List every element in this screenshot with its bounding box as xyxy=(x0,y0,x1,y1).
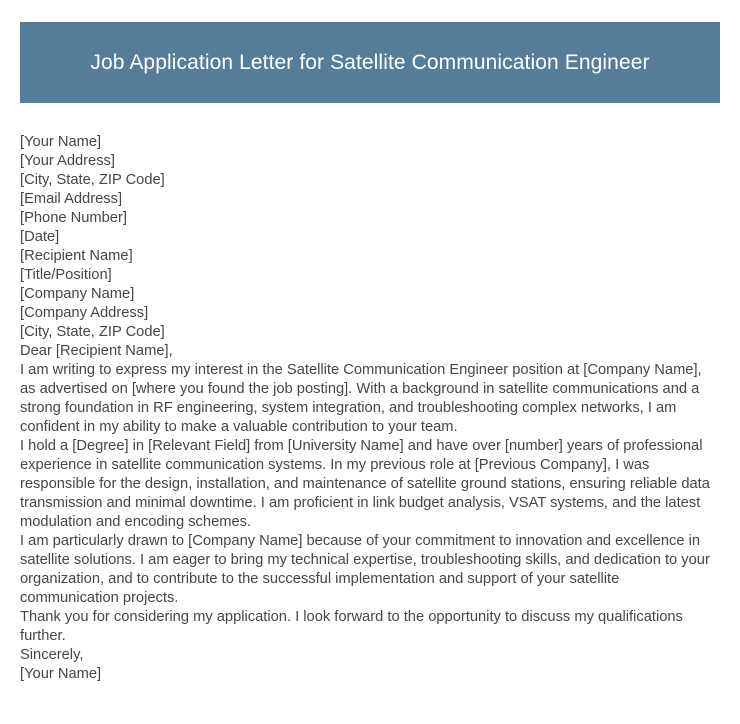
body-paragraph-2: I hold a [Degree] in [Relevant Field] from [University Name] and have over [number] years of professional experience in satellite communication systems. In my previous role at [Previous Company], I was responsible for the design, installation, and maintenance of satellite ground stations, ensuring reliable data transmission and minimal downtime. I am proficient in link budget analysis, VSAT systems, and the latest modulation and encoding schemes. xyxy=(20,438,710,530)
sender-line-date: [Date] xyxy=(20,229,60,245)
body-paragraph-1: I am writing to express my interest in the Satellite Communication Engineer position at [Company Name], as advertised on [where you found the job posting]. With a background in satellite communications and a strong foundation in RF engineering, system integration, and troubleshooting complex networks, I am confident in my ability to make a valuable contribution to your team. xyxy=(20,362,702,435)
letter-body xyxy=(20,133,720,684)
recipient-line-city-state-zip: [City, State, ZIP Code] xyxy=(20,324,165,340)
sender-line-phone: [Phone Number] xyxy=(20,210,127,226)
recipient-line-company: [Company Name] xyxy=(20,286,135,302)
recipient-line-company-address: [Company Address] xyxy=(20,305,149,321)
body-paragraph-4: Thank you for considering my application. I look forward to the opportunity to discuss my qualifications further. xyxy=(20,609,683,644)
recipient-line-title: [Title/Position] xyxy=(20,267,112,283)
sender-line-email: [Email Address] xyxy=(20,191,123,207)
signature-name: [Your Name] xyxy=(20,666,102,682)
sender-line-city-state-zip: [City, State, ZIP Code] xyxy=(20,172,165,188)
body-paragraph-3: I am particularly drawn to [Company Name] because of your commitment to innovation and excellence in satellite solutions. I am eager to bring my technical expertise, troubleshooting skills, and dedication to your organization, and to contribute to the successful implementation and support of your satellite communication projects. xyxy=(20,533,710,606)
recipient-address-block xyxy=(20,247,720,342)
sender-address-block xyxy=(20,133,720,247)
closing-salutation: Sincerely, xyxy=(20,647,84,663)
page-title: Job Application Letter for Satellite Communication Engineer xyxy=(90,50,650,74)
document-header-banner xyxy=(20,22,720,103)
sender-line-name: [Your Name] xyxy=(20,134,102,150)
sender-line-address: [Your Address] xyxy=(20,153,115,169)
salutation: Dear [Recipient Name], xyxy=(20,343,173,359)
recipient-line-name: [Recipient Name] xyxy=(20,248,133,264)
